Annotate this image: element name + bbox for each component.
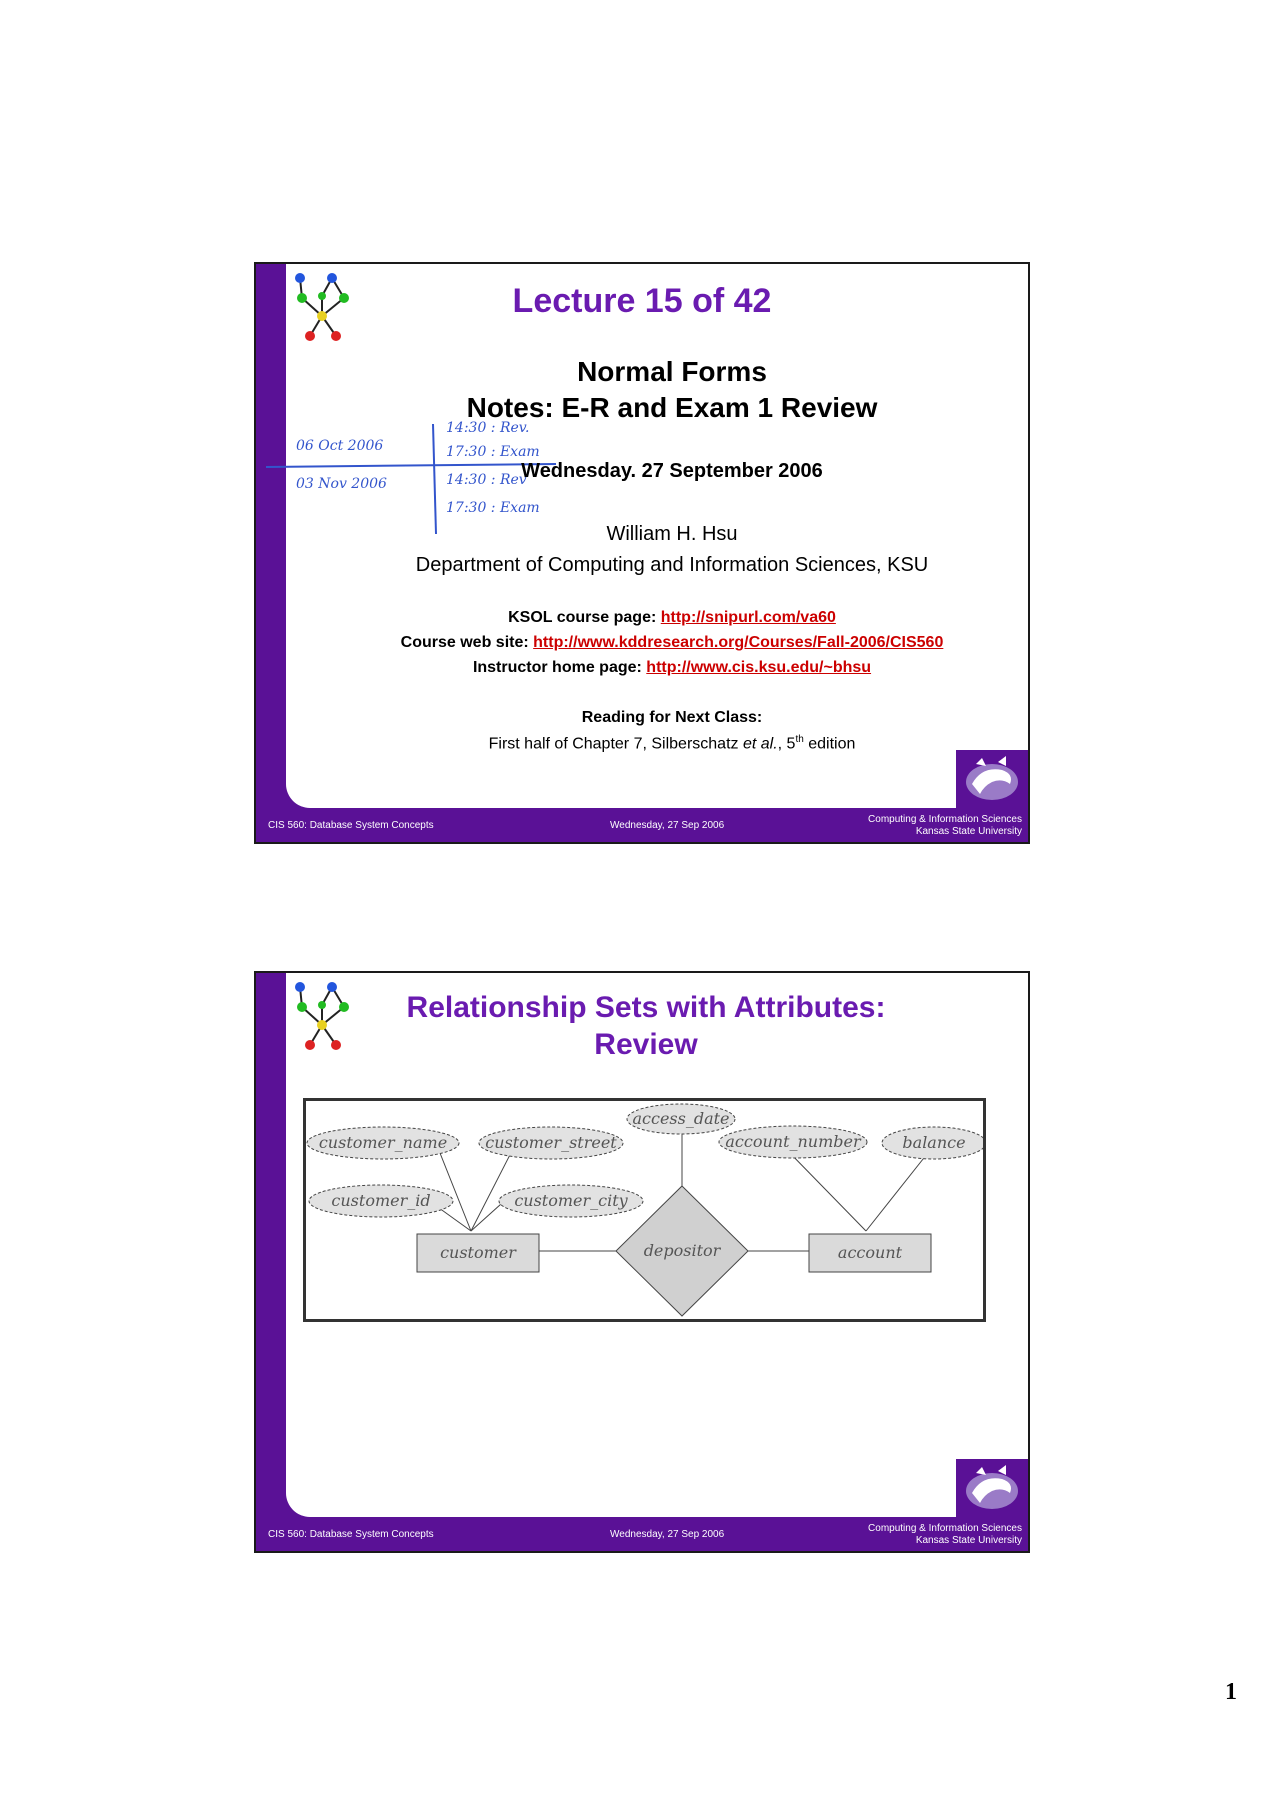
footer-date: Wednesday, 27 Sep 2006 — [610, 820, 725, 831]
slide-corner — [286, 784, 310, 808]
slide-2-title-line2: Review — [594, 1028, 698, 1061]
handwritten-time-4: 17:30 : Exam — [446, 500, 540, 516]
slide-2-title — [316, 989, 976, 1063]
footer-date: Wednesday, 27 Sep 2006 — [610, 1529, 725, 1540]
author-name: William H. Hsu — [606, 523, 738, 545]
edge-account-number — [786, 1149, 866, 1231]
reading-text-mid: , 5 — [777, 735, 796, 753]
er-diagram-canvas — [306, 1101, 983, 1319]
slide-corner — [286, 1493, 310, 1517]
web-label: Course web site: — [400, 634, 534, 651]
attr-account-number: account_number — [725, 1132, 861, 1151]
footer-department — [868, 1523, 1022, 1547]
slide-side-bar — [256, 973, 286, 1551]
slide-side-bar — [256, 264, 286, 842]
handwritten-time-2: 17:30 : Exam — [446, 444, 540, 460]
er-diagram — [303, 1098, 986, 1322]
ksu-wildcat-logo-icon — [956, 1459, 1028, 1517]
lecture-subtitle-1: Normal Forms — [577, 356, 767, 387]
home-label: Instructor home page: — [472, 659, 647, 676]
attr-balance: balance — [902, 1133, 966, 1152]
attr-customer-street: customer_street — [485, 1133, 617, 1152]
ksol-course-line — [286, 609, 1030, 627]
slide-1 — [254, 262, 1030, 844]
attr-customer-id: customer_id — [331, 1191, 431, 1210]
reading-text — [286, 734, 1030, 753]
slide-footer-bar — [256, 808, 1028, 842]
reading-heading: Reading for Next Class: — [581, 709, 763, 726]
reading-text-italic: et al. — [742, 735, 778, 753]
instructor-home-link[interactable]: http://www.cis.ksu.edu/~bhsu — [646, 659, 872, 676]
footer-dept-line1: Computing & Information Sciences — [868, 814, 1022, 825]
course-web-line — [286, 634, 1030, 652]
reading-text-pre: First half of Chapter 7, Silberschatz — [488, 735, 743, 753]
handwritten-date-1: 06 Oct 2006 — [296, 438, 384, 454]
entity-account: account — [837, 1243, 903, 1262]
slide-2-title-line1: Relationship Sets with Attributes: — [406, 991, 886, 1024]
footer-department — [868, 814, 1022, 838]
handwritten-time-1: 14:30 : Rev. — [446, 420, 530, 436]
lecture-title: Lecture 15 of 42 — [512, 282, 772, 320]
slide-2 — [254, 971, 1030, 1553]
slide-footer-bar — [256, 1517, 1028, 1551]
footer-course: CIS 560: Database System Concepts — [268, 820, 434, 831]
footer-dept-line1: Computing & Information Sciences — [868, 1523, 1022, 1534]
footer-dept-line2: Kansas State University — [915, 1535, 1022, 1546]
lecture-subtitle-2: Notes: E-R and Exam 1 Review — [466, 392, 878, 423]
ksol-label: KSOL course page: — [508, 609, 661, 626]
ksol-link[interactable]: http://snipurl.com/va60 — [660, 609, 836, 626]
ksu-wildcat-logo-icon — [956, 750, 1028, 808]
handwritten-time-3: 14:30 : Rev — [446, 472, 527, 488]
reading-text-sup: th — [795, 734, 804, 745]
edge-balance — [866, 1149, 931, 1231]
course-web-link[interactable]: http://www.kddresearch.org/Courses/Fall-2006/CIS560 — [533, 634, 944, 651]
page-number: 1 — [1225, 1679, 1237, 1705]
instructor-home-line — [286, 659, 1030, 677]
footer-dept-line2: Kansas State University — [915, 826, 1022, 837]
author-department: Department of Computing and Information Sciences, KSU — [415, 554, 929, 576]
attr-customer-city: customer_city — [514, 1191, 628, 1210]
handwritten-date-2: 03 Nov 2006 — [296, 476, 387, 492]
relationship-depositor: depositor — [643, 1241, 721, 1260]
footer-course: CIS 560: Database System Concepts — [268, 1529, 434, 1540]
entity-customer: customer — [440, 1243, 516, 1262]
attr-access-date: access_date — [632, 1109, 730, 1128]
lecture-date: Wednesday. 27 September 2006 — [521, 460, 823, 482]
attr-customer-name: customer_name — [318, 1133, 448, 1152]
reading-text-post: edition — [803, 735, 856, 753]
